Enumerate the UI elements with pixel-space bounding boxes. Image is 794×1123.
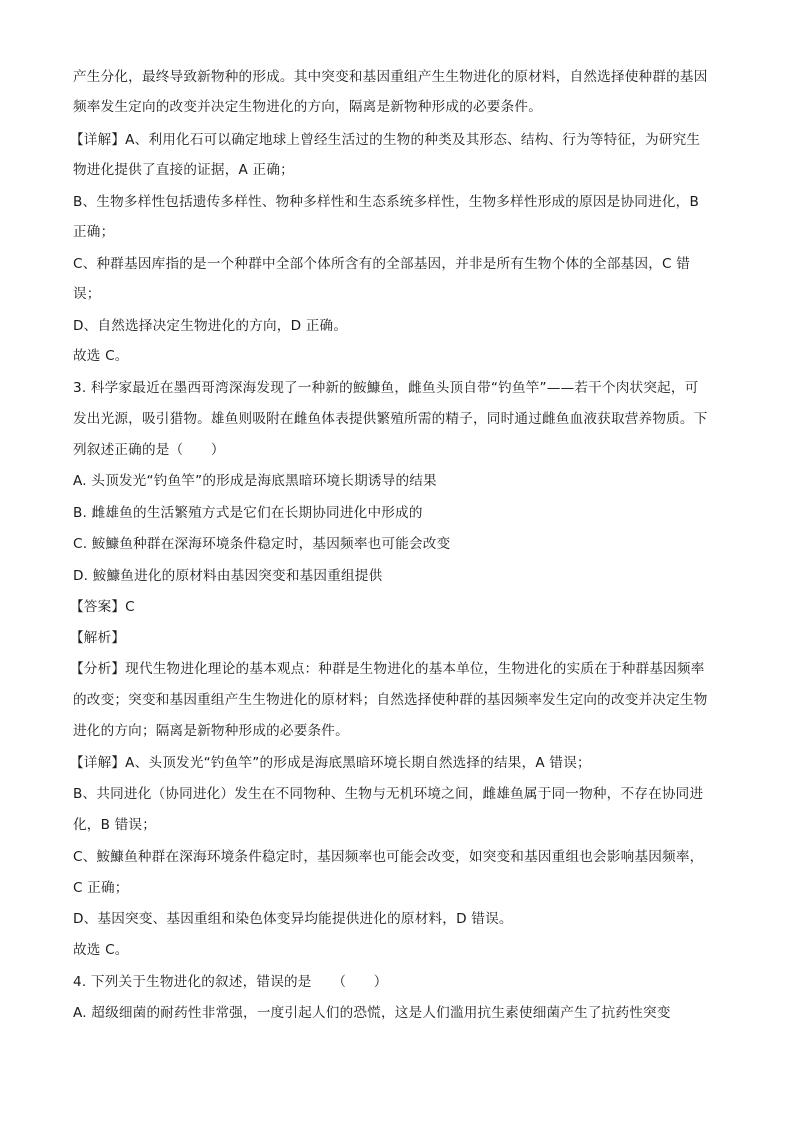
option-a: A. 头顶发光“钓鱼竿”的形成是海底黑暗环境长期诱导的结果 xyxy=(73,473,437,489)
option-b: B. 雌雄鱼的生活繁殖方式是它们在长期协同进化中形成的 xyxy=(73,505,423,521)
text-line: 【详解】A、利用化石可以确定地球上曾经生活过的生物的种类及其形态、结构、行为等特征，为研究生 xyxy=(70,132,701,148)
option-c: C. 鮟鱇鱼种群在深海环境条件稳定时，基因频率也可能会改变 xyxy=(73,536,451,552)
question-3-stem: 列叙述正确的是（ ） xyxy=(73,442,225,458)
text-line: 故选 C。 xyxy=(73,348,129,364)
option-a: A. 超级细菌的耐药性非常强，一度引起人们的恐慌，这是人们滥用抗生素使细菌产生了抗药性突变 xyxy=(73,1005,671,1021)
question-3-stem: 发出光源，吸引猎物。雄鱼则吸附在雌鱼体表提供繁殖所需的精子，同时通过雌鱼血液获取营养物质。下 xyxy=(73,411,708,427)
text-line: 化，B 错误； xyxy=(73,817,157,833)
text-line: D、基因突变、基因重组和染色体变异均能提供进化的原材料，D 错误。 xyxy=(73,911,513,927)
text-line: 的改变；突变和基因重组产生生物进化的原材料；自然选择使种群的基因频率发生定向的改变并决定生物 xyxy=(73,692,708,708)
text-line: 【分析】现代生物进化理论的基本观点：种群是生物进化的基本单位，生物进化的实质在于种群基因频率 xyxy=(70,661,705,677)
text-line: 误； xyxy=(73,286,101,302)
text-line: 产生分化，最终导致新物种的形成。其中突变和基因重组产生生物进化的原材料，自然选择使种群的基因 xyxy=(73,69,708,85)
question-4-stem: 4. 下列关于生物进化的叙述，错误的是 （ ） xyxy=(73,974,388,990)
text-line: C、鮟鱇鱼种群在深海环境条件稳定时，基因频率也可能会改变，如突变和基因重组也会影响基因频率， xyxy=(73,849,704,865)
analysis-label: 【解析】 xyxy=(70,630,126,646)
text-line: C 正确； xyxy=(73,880,129,896)
option-d: D. 鮟鱇鱼进化的原材料由基因突变和基因重组提供 xyxy=(73,568,383,584)
answer-label: 【答案】C xyxy=(70,599,135,615)
question-3-stem: 3. 科学家最近在墨西哥湾深海发现了一种新的鮟鱇鱼，雌鱼头顶自带“钓鱼竿”——若干个肉状突起，可 xyxy=(73,380,699,396)
text-line: B、生物多样性包括遗传多样性、物种多样性和生态系统多样性，生物多样性形成的原因是协同进化，B xyxy=(73,194,699,210)
text-line: B、共同进化（协同进化）发生在不同物种、生物与无机环境之间，雌雄鱼属于同一物种，不存在协同进 xyxy=(73,786,704,802)
text-line: C、种群基因库指的是一个种群中全部个体所含有的全部基因，并非是所有生物个体的全部基因，C 错 xyxy=(73,256,691,272)
text-line: 正确； xyxy=(73,224,115,240)
text-line: 【详解】A、头顶发光“钓鱼竿”的形成是海底黑暗环境长期自然选择的结果，A 错误； xyxy=(70,755,591,771)
text-line: 频率发生定向的改变并决定生物进化的方向，隔离是新物种形成的必要条件。 xyxy=(73,99,542,115)
text-line: D、自然选择决定生物进化的方向，D 正确。 xyxy=(73,318,348,334)
text-line: 进化的方向；隔离是新物种形成的必要条件。 xyxy=(73,723,349,739)
text-line: 故选 C。 xyxy=(73,942,129,958)
text-line: 物进化提供了直接的证据，A 正确； xyxy=(73,162,294,178)
